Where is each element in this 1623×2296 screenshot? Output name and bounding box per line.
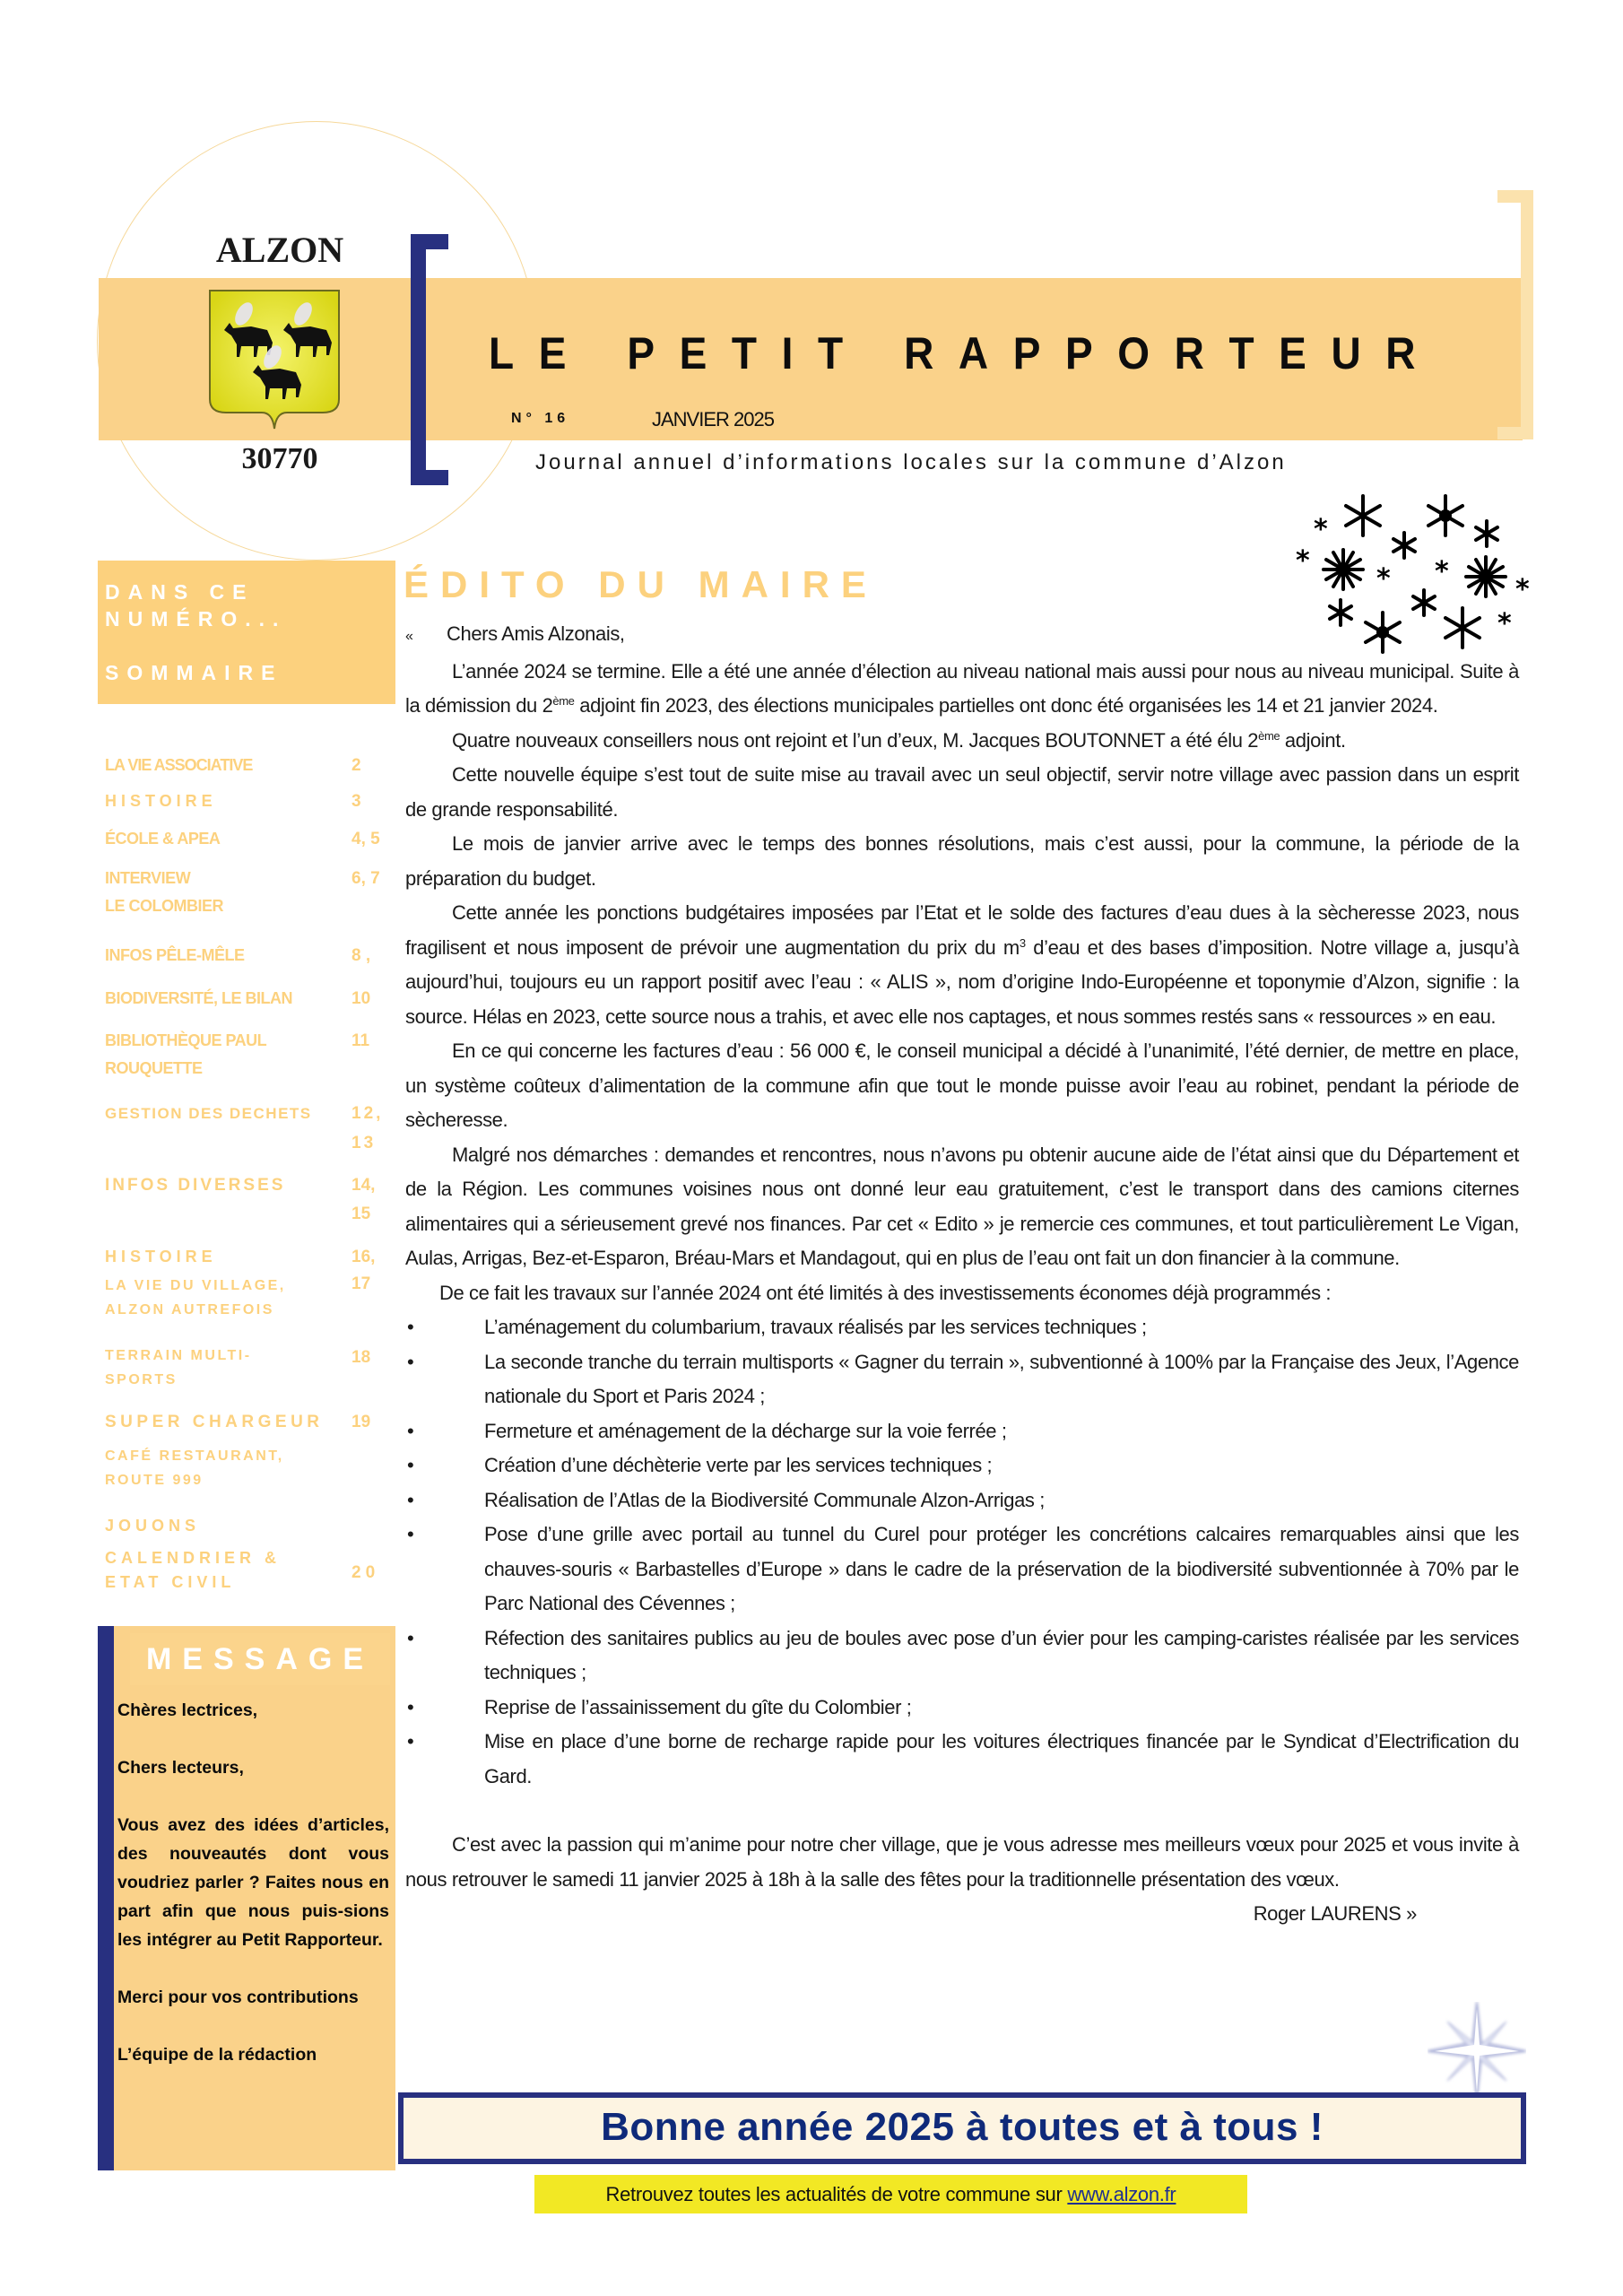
new-year-message: Bonne année 2025 à toutes et à tous ! xyxy=(601,2105,1324,2149)
svg-text:*: * xyxy=(1296,545,1310,577)
svg-text:*: * xyxy=(1515,574,1530,605)
list-item: • Fermeture et aménagement de la décharge sur la voie ferrée ; xyxy=(405,1414,1519,1449)
list-item: • Reprise de l’assainissement du gîte du Colombier ; xyxy=(405,1691,1519,1726)
edito-greeting: « Chers Amis Alzonais, xyxy=(405,617,1519,655)
coat-of-arms-icon xyxy=(206,287,343,430)
edito-paragraph: Cette nouvelle équipe s’est tout de suite mise au travail avec un seul objectif, servir notre village avec passion dans un esprit de grande responsabilité. xyxy=(405,763,1519,821)
message-paragraph: Vous avez des idées d’articles, des nouveautés dont vous voudriez parler ? Faites nous en part afin que nous puis-sions les intégrer au Petit Rapporteur. xyxy=(117,1815,389,1950)
sparkle-star-icon xyxy=(1428,2002,1526,2100)
open-quote: « xyxy=(405,629,413,644)
edito-paragraph: En ce qui concerne les factures d’eau : 56 000 €, le conseil municipal a décidé à l’unanimité, l’été dernier, de mettre en place, un système coûteux d’alimentation de la commune afin que tout le monde puisse avoir l’eau au robinet, pendant la période de sècheresse. xyxy=(405,1039,1519,1131)
works-list xyxy=(405,1310,1519,1794)
footer-website-bar xyxy=(534,2175,1247,2213)
newsletter-title: LE PETIT RAPPORTEUR xyxy=(489,328,1441,378)
message-title: MESSAGE xyxy=(130,1633,390,1685)
website-link[interactable]: www.alzon.fr xyxy=(1067,2183,1176,2205)
edito-closing: C’est avec la passion qui m’anime pour notre cher village, que je vous adresse mes meilleurs vœux pour 2025 et vous invite à nous retrouver le samedi 11 janvier 2025 à 18h à la salle des fêtes pour la traditionnelle présentation des vœux. xyxy=(405,1833,1519,1891)
list-item: • Réalisation de l’Atlas de la Biodiversité Communale Alzon-Arrigas ; xyxy=(405,1483,1519,1518)
list-item: • Création d’une déchèterie verte par les services techniques ; xyxy=(405,1448,1519,1483)
left-bracket-decoration xyxy=(411,234,448,485)
svg-text:*: * xyxy=(1314,514,1328,545)
toc-heading-line: DANS CE xyxy=(105,580,255,604)
edito-title: ÉDITO DU MAIRE xyxy=(404,563,878,605)
list-item: • Réfection des sanitaires publics au jeu de boules avec pose d’un évier pour les camping-caristes réalisée par les services techniques ; xyxy=(405,1622,1519,1691)
toc-heading-sommaire: SOMMAIRE xyxy=(105,661,283,684)
edito-body xyxy=(405,617,1519,1932)
edito-paragraph: Quatre nouveaux conseillers nous ont rejoint et l’un d’eux, M. Jacques BOUTONNET a été élu 2ème adjoint. xyxy=(452,728,1346,752)
list-item: • La seconde tranche du terrain multisports « Gagner du terrain », subventionné à 100% par la Française des Jeux, l’Agence nationale du Sport et Paris 2024 ; xyxy=(405,1345,1519,1414)
message-paragraph: Chères lectrices, xyxy=(117,1700,258,1720)
new-year-banner xyxy=(398,2092,1526,2164)
commune-name: ALZON xyxy=(215,230,344,270)
edito-paragraph: Malgré nos démarches : demandes et rencontres, nous n’avons pu obtenir aucune aide de l’état ainsi que du Département et de la Région. Les communes voisines nous ont donné leur eau gratuitement, c’est le transport dans des camions citernes alimentaires qui a sérieusement grevé nos finances. Par cet « Edito » je remercie ces communes, et tout particulièrement Le Vigan, Aulas, Arrigas, Bez-et-Esparon, Bréau-Mars et Mandagout, qui en plus de l’eau ont fait un don financier à la commune. xyxy=(405,1143,1519,1269)
right-bracket-decoration xyxy=(1497,190,1533,439)
issue-number: N° 16 xyxy=(511,411,570,426)
edito-paragraph: Cette année les ponctions budgétaires imposées par l’Etat et le solde des factures d’eau dues à la sècheresse 2023, nous fragilisent et nous imposent de prévoir une augmentation du prix du $m^3$ d’eau et des bases d’imposition. Notre village a, jusqu’à aujourd’hui, toujours eu un rapport positif avec l’eau : « ALIS », nom d’origine Indo-Européenne et toponymie d’Alzon, signifie : la source. Hélas en 2023, cette source nous a trahis, et avec elle nos captages, et nous sommes restés sans « ressources » en eau. xyxy=(405,901,1519,1028)
spacer xyxy=(405,1794,1519,1828)
edito-paragraph: Le mois de janvier arrive avec le temps des bonnes résolutions, mais c’est aussi, pour la commune, la période de la préparation du budget. xyxy=(405,832,1519,890)
list-item: • L’aménagement du columbarium, travaux réalisés par les services techniques ; xyxy=(405,1310,1519,1345)
message-box xyxy=(98,1626,395,2170)
newsletter-subtitle: Journal annuel d’informations locales sur la commune d’Alzon xyxy=(535,450,1287,474)
edito-paragraph: De ce fait les travaux sur l’année 2024 ont été limités à des investissements économes déjà programmés : xyxy=(439,1281,1332,1304)
message-body xyxy=(117,1696,389,2098)
svg-text:*: * xyxy=(1497,608,1512,639)
edito-paragraph: L’année 2024 se termine. Elle a été une année d’élection au niveau national mais aussi pour nous au niveau municipal. Suite à la démission du 2ème adjoint fin 2023, des élections municipales partielles ont donc été organisées les 14 et 21 janvier 2024. xyxy=(405,659,1519,717)
list-item: • Pose d’une grille avec portail au tunnel du Curel pour protéger les concrétions calcaires remarquables ainsi que les chauves-souris « Barbastelles d’Europe » dans le cadre de la préservation de la biodiversité subventionnée à 70% par le Parc National des Cévennes ; xyxy=(405,1518,1519,1622)
edito-signature: Roger LAURENS » xyxy=(1253,1902,1417,1925)
list-item: • Mise en place d’une borne de recharge rapide pour les voitures électriques financée par le Syndicat d’Electrification du Gard. xyxy=(405,1725,1519,1794)
message-paragraph: Merci pour vos contributions xyxy=(117,1987,359,2007)
message-paragraph: Chers lecteurs, xyxy=(117,1758,244,1778)
toc-heading xyxy=(98,561,395,704)
postal-code: 30770 xyxy=(241,442,318,475)
message-paragraph: L’équipe de la rédaction xyxy=(117,2045,317,2065)
toc-heading-line: NUMÉRO... xyxy=(105,607,287,631)
issue-date: JANVIER 2025 xyxy=(652,408,774,430)
footer-text: Retrouvez toutes les actualités de votre commune sur xyxy=(605,2183,1068,2205)
svg-text:*: * xyxy=(1435,556,1449,587)
svg-text:*: * xyxy=(1376,563,1391,595)
